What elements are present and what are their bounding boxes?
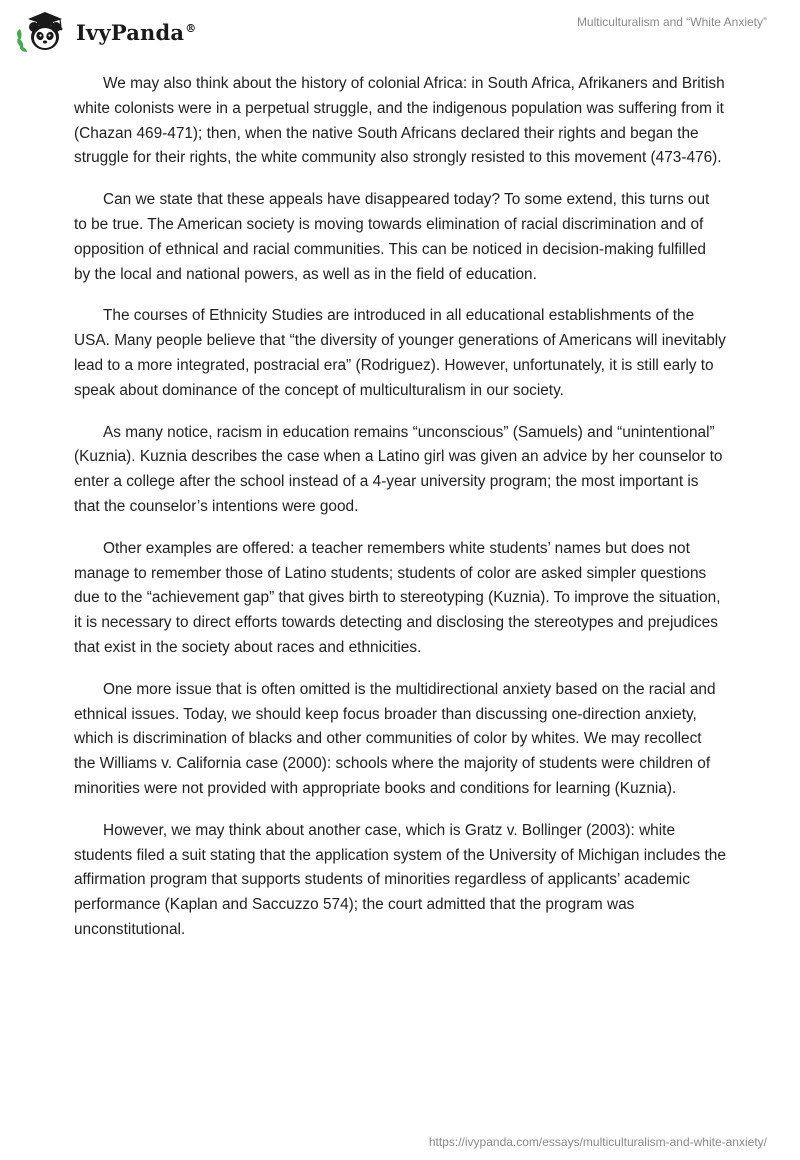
paragraph: As many notice, racism in education remains “unconscious” (Samuels) and “unintentional” (Kuznia). Kuznia describes the case when a Latino girl was given an advice by her counselor to enter a college after the school instead of a 4-year university program; the most important is that the counselor’s intentions were good. bbox=[74, 423, 723, 515]
paragraph: Can we state that these appeals have disappeared today? To some extend, this turns out to be true. The American society is moving towards elimination of racial discrimination and of opposition of ethnical and racial communities. This can be noticed in decision-making fulfilled by the local and national powers, as well as in the field of education. bbox=[74, 191, 710, 283]
ivypanda-logo[interactable] bbox=[14, 10, 196, 54]
paragraph: We may also think about the history of colonial Africa: in South Africa, Afrikaners and British white colonists were in a perpetual struggle, and the indigenous population was suffering from it (Chazan 469-471); then, when the native South Africans declared their rights and began the struggle for their rights, the white community also strongly resisted to this movement (473-476). bbox=[74, 75, 725, 167]
paragraph: However, we may think about another case, which is Gratz v. Bollinger (2003): white students filed a suit stating that the application system of the University of Michigan includes the affirmation program that supports students of minorities regardless of applicants’ academic performance (Kaplan and Saccuzzo 574); the court admitted that the program was unconstitutional. bbox=[74, 821, 726, 938]
paragraph: The courses of Ethnicity Studies are introduced in all educational establishments of the USA. Many people believe that “the diversity of younger generations of Americans will inevitably lead to a more integrated, postracial era” (Rodriguez). However, unfortunately, it is still early to speak about dominance of the concept of multiculturalism in our society. bbox=[74, 307, 726, 399]
paragraph: One more issue that is often omitted is the multidirectional anxiety based on the racial and ethnical issues. Today, we should keep focus broader than discussing one-direction anxiety, which is discrimination of blacks and other communities of color by whites. We may recollect the Williams v. California case (2000): schools where the majority of students were children of minorities were not provided with appropriate books and conditions for learning (Kuznia). bbox=[74, 680, 716, 797]
paragraph: Other examples are offered: a teacher remembers white students’ names but does not manage to remember those of Latino students; students of color are asked simpler questions due to the “achievement gap” that gives birth to stereotyping (Kuznia). To improve the situation, it is necessary to direct efforts towards detecting and disclosing the stereotypes and prejudices that exist in the society about races and ethnicities. bbox=[74, 539, 721, 656]
panda-graduation-cap-icon bbox=[14, 10, 72, 54]
essay-body bbox=[74, 72, 726, 960]
page-header bbox=[0, 0, 800, 60]
source-url[interactable]: https://ivypanda.com/essays/multiculturalism-and-white-anxiety/ bbox=[428, 1135, 767, 1149]
document-title: Multiculturalism and “White Anxiety” bbox=[576, 15, 767, 29]
brand-name: IvyPanda® bbox=[76, 19, 197, 45]
